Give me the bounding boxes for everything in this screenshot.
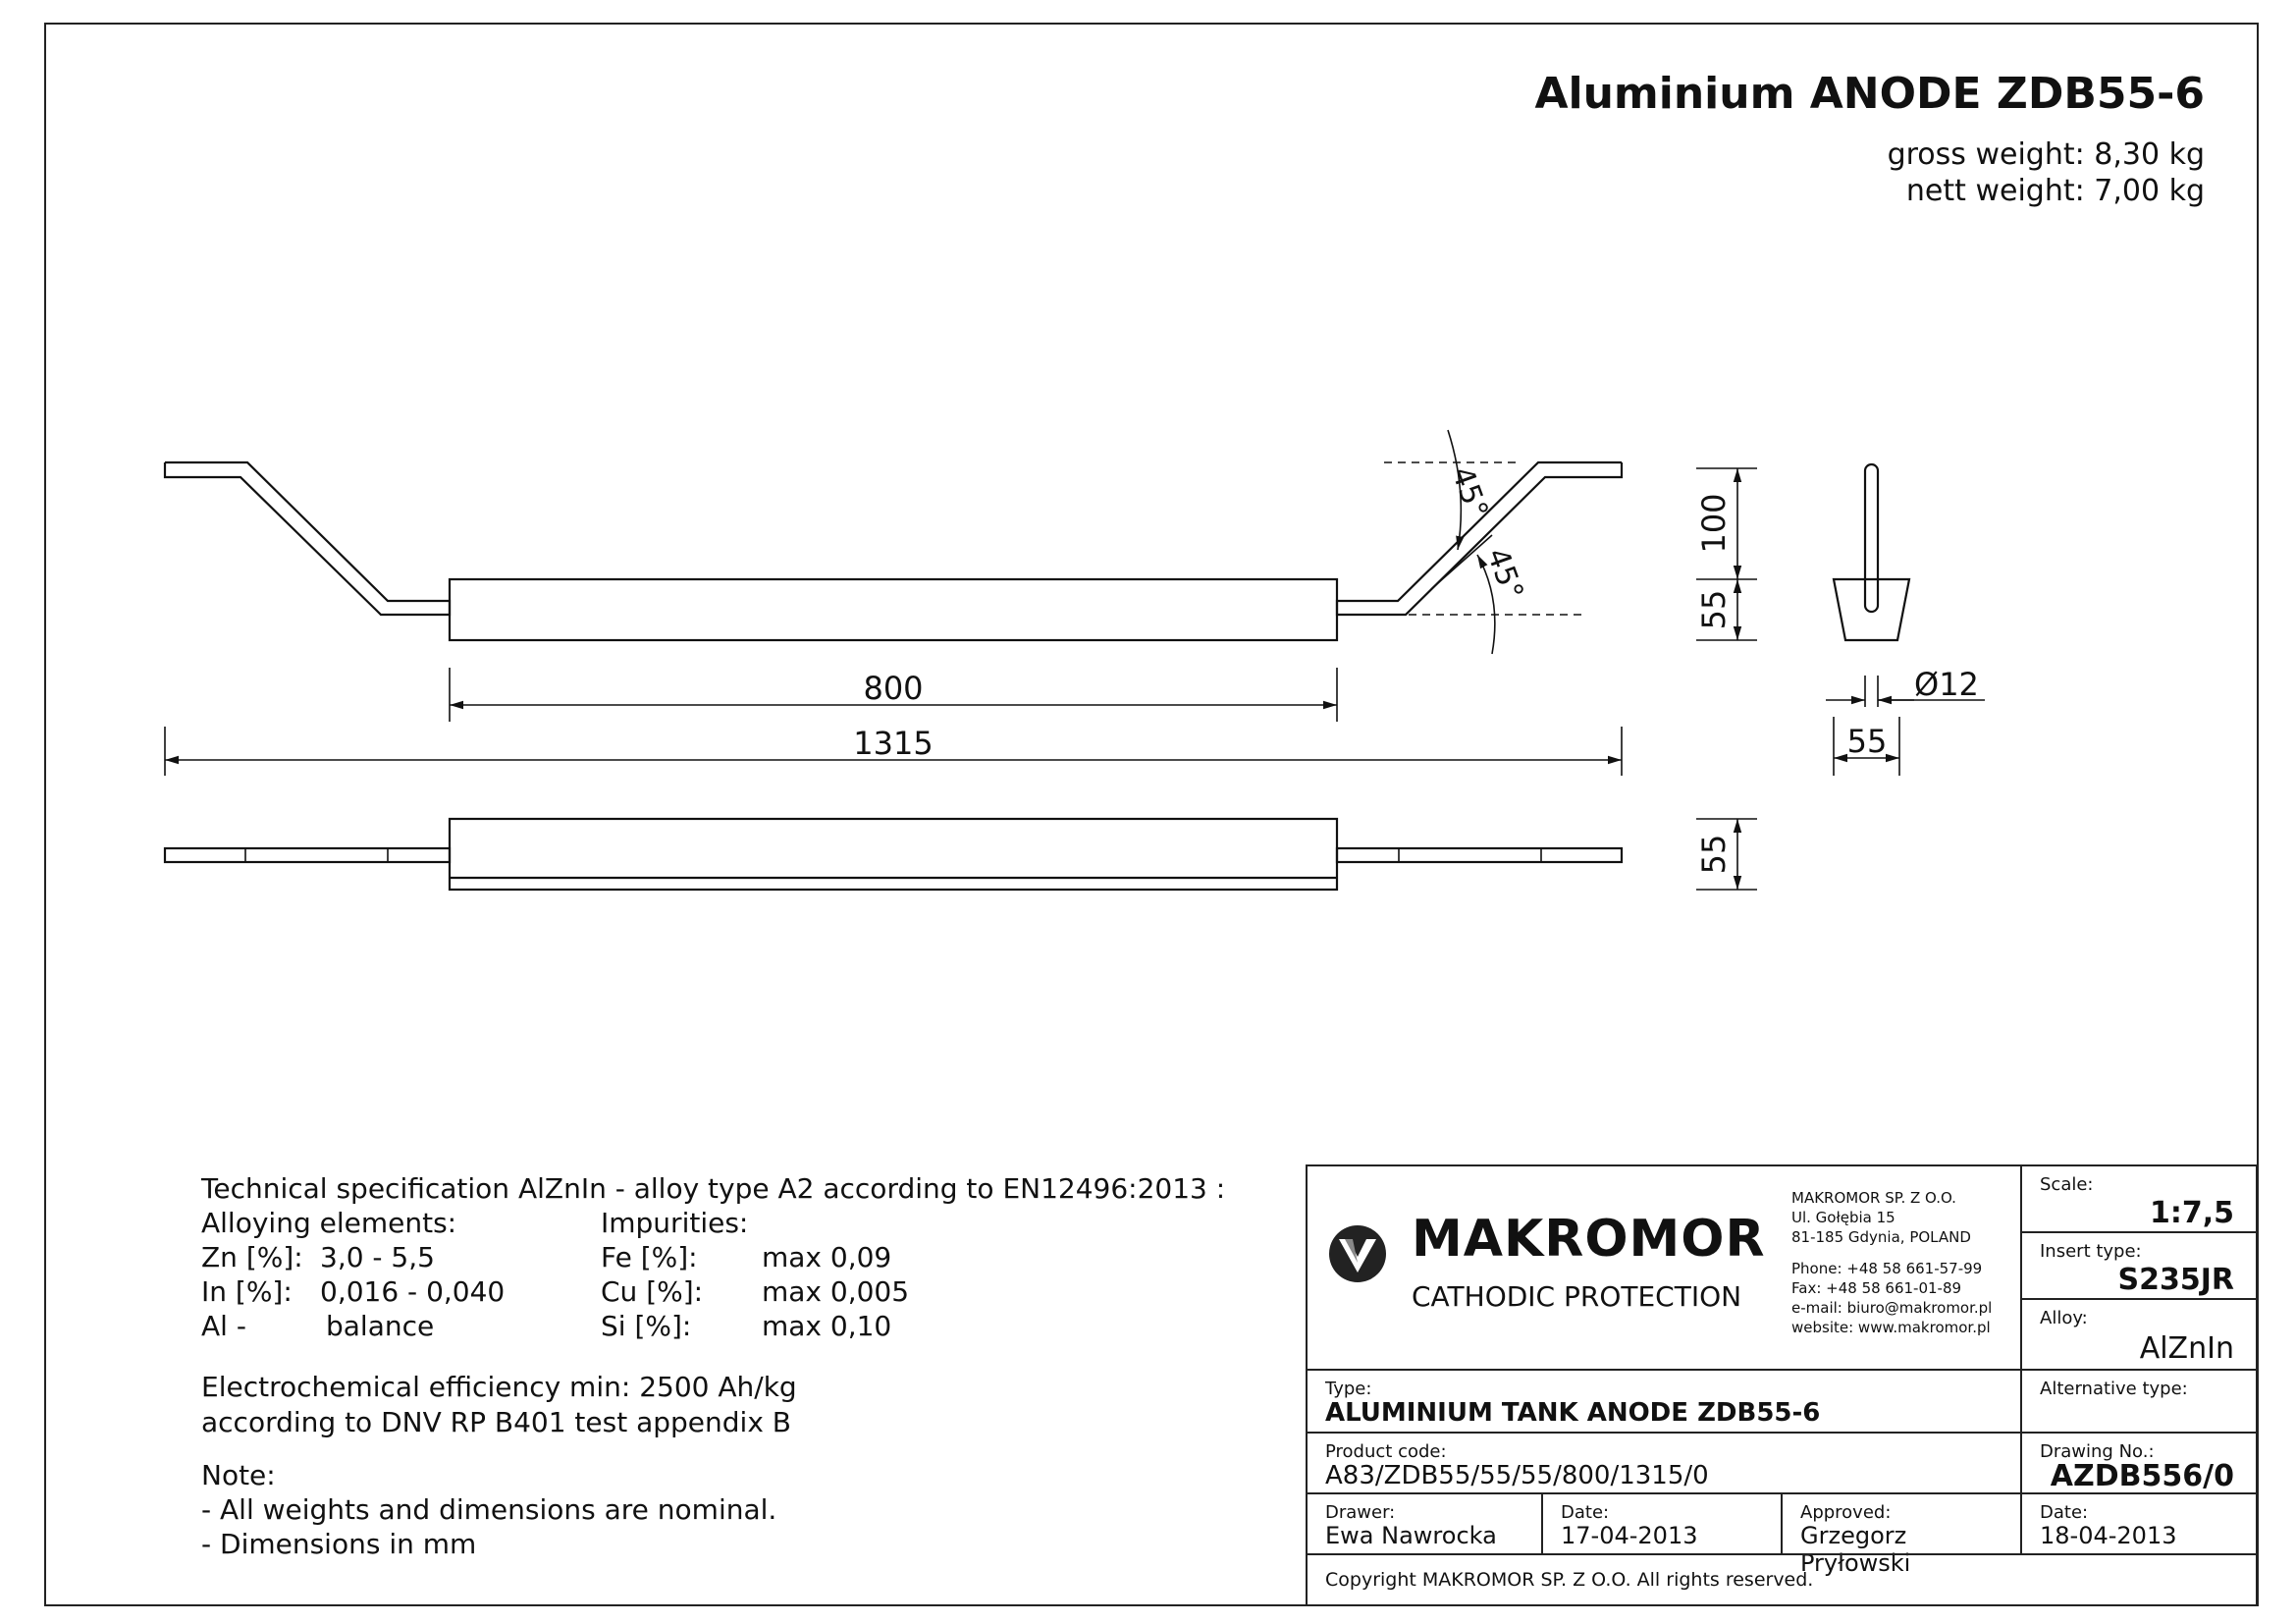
insert-left-top xyxy=(165,848,450,862)
impurity-element: Si [%]: xyxy=(601,1310,692,1342)
efficiency-line-2: according to DNV RP B401 test appendix B xyxy=(201,1406,792,1438)
date-approved-cell: Date: 18-04-2013 xyxy=(2020,1492,2258,1555)
date-drawn-value: 17-04-2013 xyxy=(1561,1522,1698,1549)
alloy-value: 3,0 - 5,5 xyxy=(320,1241,435,1273)
note-1: - All weights and dimensions are nominal. xyxy=(201,1493,777,1526)
alloy-element: In [%]: xyxy=(201,1275,293,1308)
dim-diameter: Ø12 xyxy=(1914,666,1979,703)
alloy-element: Al - xyxy=(201,1310,246,1342)
drawer-value: Ewa Nawrocka xyxy=(1325,1522,1497,1549)
impurity-value: max 0,09 xyxy=(762,1241,892,1273)
type-value: ALUMINIUM TANK ANODE ZDB55-6 xyxy=(1325,1398,1821,1428)
gross-weight: gross weight: 8,30 kg xyxy=(1887,137,2205,172)
date-drawn-cell: Date: 17-04-2013 xyxy=(1541,1492,1783,1555)
note-heading: Note: xyxy=(201,1459,276,1491)
spec-heading: Technical specification AlZnIn - alloy type A2 according to EN12496:2013 : xyxy=(201,1172,1226,1205)
dim-800: 800 xyxy=(863,670,924,707)
product-code-value: A83/ZDB55/55/55/800/1315/0 xyxy=(1325,1461,1709,1490)
alloy-value: AlZnIn xyxy=(2139,1331,2234,1366)
company-cell xyxy=(1306,1164,2022,1371)
anode-body-front xyxy=(450,579,1337,640)
dim-55-bottom: 55 xyxy=(1695,834,1733,875)
efficiency-line-1: Electrochemical efficiency min: 2500 Ah/kg xyxy=(201,1371,797,1403)
insert-left-front xyxy=(165,462,450,615)
dim-55-side: 55 xyxy=(1695,589,1733,630)
dim-width-55: 55 xyxy=(1846,723,1888,760)
note-2: - Dimensions in mm xyxy=(201,1528,477,1560)
dim-1315: 1315 xyxy=(853,725,934,762)
scale-value: 1:7,5 xyxy=(2149,1196,2234,1230)
date-approved-value: 18-04-2013 xyxy=(2040,1522,2177,1549)
angle-lower: 45° xyxy=(1479,543,1530,605)
insert-type-cell: Insert type: S235JR xyxy=(2020,1231,2258,1300)
insert-right-top xyxy=(1337,848,1622,862)
company-name: MAKROMOR xyxy=(1412,1210,1766,1269)
anode-side-view xyxy=(1834,579,1909,640)
impurities-heading: Impurities: xyxy=(601,1207,749,1239)
title-block xyxy=(1306,1164,2258,1606)
impurity-element: Fe [%]: xyxy=(601,1241,698,1273)
drawer-cell: Drawer: Ewa Nawrocka xyxy=(1306,1492,1543,1555)
insert-side-view xyxy=(1865,464,1878,612)
impurity-value: max 0,10 xyxy=(762,1310,892,1342)
anode-body-top xyxy=(450,819,1337,890)
company-subtitle: CATHODIC PROTECTION xyxy=(1412,1280,1742,1313)
page-title: Aluminium ANODE ZDB55-6 xyxy=(1534,69,2205,119)
product-code-cell: Product code: A83/ZDB55/55/55/800/1315/0 xyxy=(1306,1432,2022,1494)
alternative-type-cell: Alternative type: xyxy=(2020,1369,2258,1434)
alloy-value: 0,016 - 0,040 xyxy=(320,1275,506,1308)
alloy-element: Zn [%]: xyxy=(201,1241,303,1273)
dim-100: 100 xyxy=(1695,493,1733,554)
drawing-number-value: AZDB556/0 xyxy=(2050,1459,2234,1493)
scale-cell: Scale: 1:7,5 xyxy=(2020,1164,2258,1233)
impurity-element: Cu [%]: xyxy=(601,1275,704,1308)
approved-value: Grzegorz Pryłowski xyxy=(1800,1522,1911,1577)
angle-upper: 45° xyxy=(1444,461,1495,523)
insert-type-value: S235JR xyxy=(2117,1263,2234,1297)
approved-cell: Approved: Grzegorz Pryłowski xyxy=(1781,1492,2022,1555)
type-cell: Type: ALUMINIUM TANK ANODE ZDB55-6 xyxy=(1306,1369,2022,1434)
alloy-cell: Alloy: AlZnIn xyxy=(2020,1298,2258,1371)
nett-weight: nett weight: 7,00 kg xyxy=(1905,174,2205,208)
drawing-number-cell: Drawing No.: AZDB556/0 xyxy=(2020,1432,2258,1494)
alloy-value: balance xyxy=(326,1310,435,1342)
copyright-text: Copyright MAKROMOR SP. Z O.O. All rights reserved. xyxy=(1325,1569,1814,1591)
impurity-value: max 0,005 xyxy=(762,1275,910,1308)
makromor-logo-icon xyxy=(1327,1223,1388,1284)
copyright-cell xyxy=(1306,1553,2258,1606)
alloying-heading: Alloying elements: xyxy=(201,1207,457,1239)
company-address: MAKROMOR SP. Z O.O. Ul. Gołębia 15 81-185 Gdynia, POLAND Phone: +48 58 661-57-99 Fax: +48 58 661-01-89 e-mail: biuro@makromor.pl website: www.makromor.pl xyxy=(1791,1189,1993,1336)
